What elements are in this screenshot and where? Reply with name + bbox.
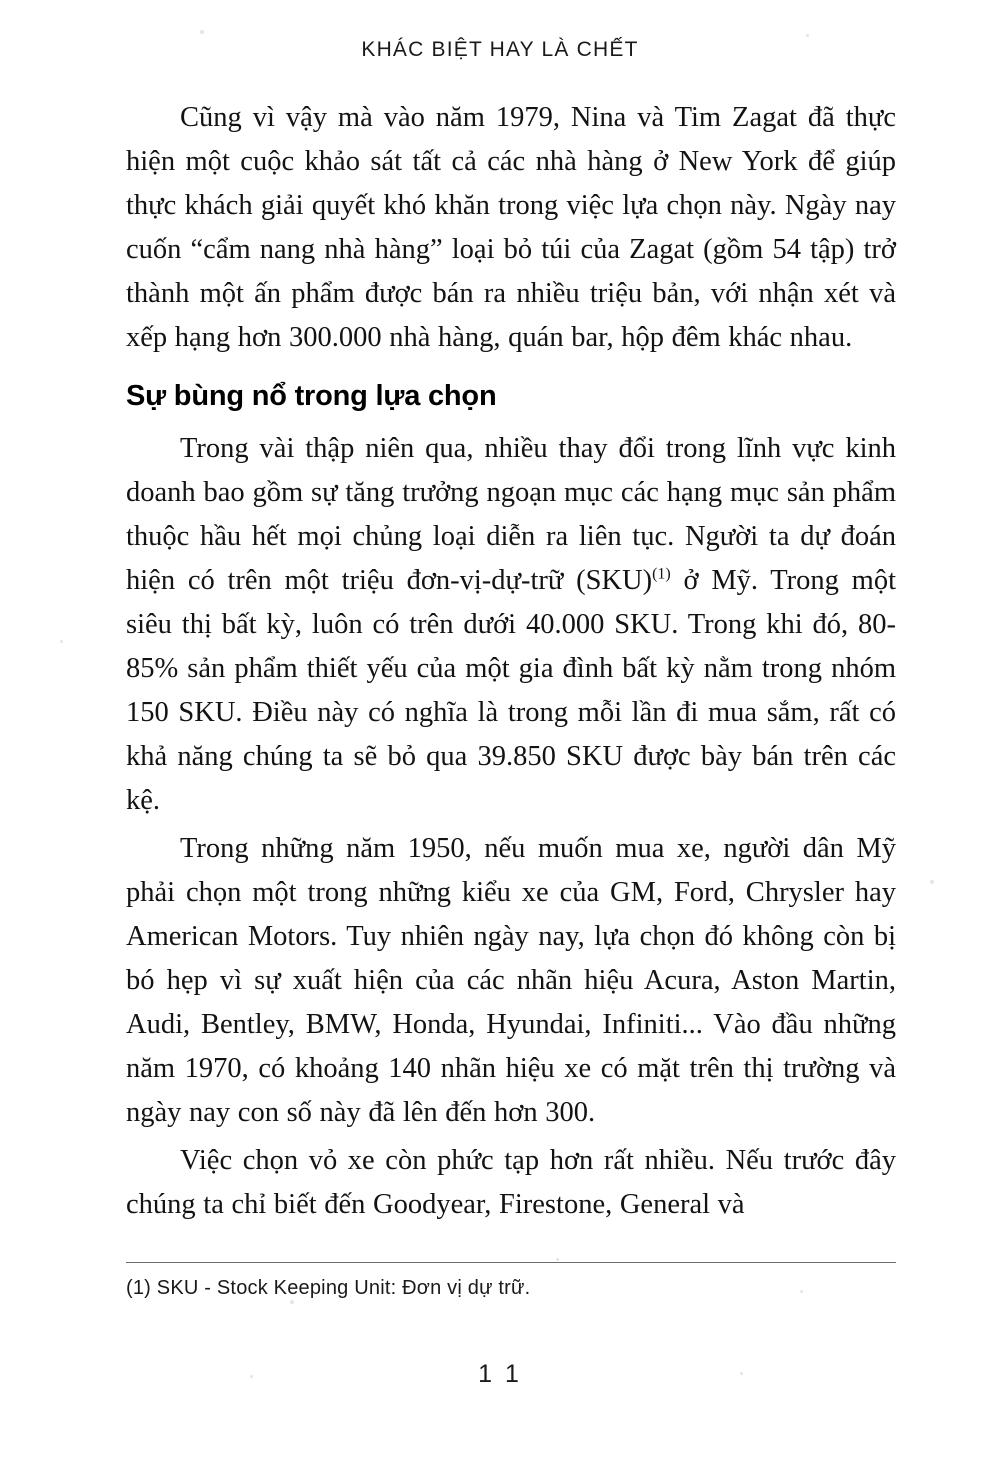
page-body [126,96,896,1231]
footnote-area [126,1262,896,1300]
section-heading: Sự bùng nổ trong lựa chọn [126,380,497,412]
footnote-text: (1) SKU - Stock Keeping Unit: Đơn vị dự trữ. [126,1277,531,1299]
paragraph-sku-part-1: Trong vài thập niên qua, nhiều thay đổi trong lĩnh vực kinh doanh bao gồm sự tăng trưởng ngoạn mục các hạng mục sản phẩm thuộc hầu hết mọi chủng loại diễn ra liên tục. Người ta dự đoán hiện có trên một triệu đơn-vị-dự-trữ (SKU) [126,433,896,596]
paper-speckle [290,1300,294,1304]
paragraph-sku-part-2: ở Mỹ. Trong một siêu thị bất kỳ, luôn có trên dưới 40.000 SKU. Trong khi đó, 80-85% sản phẩm thiết yếu của một gia đình bất kỳ nằm trong nhóm 150 SKU. Điều này có nghĩa là trong mỗi lần đi mua sắm, rất có khả năng chúng ta sẽ bỏ qua 39.850 SKU được bày bán trên các kệ. [126,565,896,816]
paper-speckle [806,34,809,37]
paragraph-zagat: Cũng vì vậy mà vào năm 1979, Nina và Tim Zagat đã thực hiện một cuộc khảo sát tất cả các nhà hàng ở New York để giúp thực khách giải quyết khó khăn trong việc lựa chọn này. Ngày nay cuốn “cẩm nang nhà hàng” loại bỏ túi của Zagat (gồm 54 tập) trở thành một ấn phẩm được bán ra nhiều triệu bản, với nhận xét và xếp hạng hơn 300.000 nhà hàng, quán bar, hộp đêm khác nhau. [126,102,896,353]
paper-speckle [60,640,63,643]
paper-speckle [200,30,204,34]
paragraph-sku [126,427,896,823]
paper-speckle [930,880,934,884]
paper-speckle [556,1258,559,1261]
page-number: 1 1 [478,1360,522,1388]
paragraph-tires: Việc chọn vỏ xe còn phức tạp hơn rất nhiều. Nếu trước đây chúng ta chỉ biết đến Goodyear, Firestone, General và [126,1145,896,1220]
paragraph-cars: Trong những năm 1950, nếu muốn mua xe, người dân Mỹ phải chọn một trong những kiểu xe của GM, Ford, Chrysler hay American Motors. Tuy nhiên ngày nay, lựa chọn đó không còn bị bó hẹp vì sự xuất hiện của các nhãn hiệu Acura, Aston Martin, Audi, Bentley, BMW, Honda, Hyundai, Infiniti... Vào đầu những năm 1970, có khoảng 140 nhãn hiệu xe có mặt trên thị trường và ngày nay con số này đã lên đến hơn 300. [126,833,896,1128]
footnote-reference[interactable]: (1) [652,565,671,583]
running-head: KHÁC BIỆT HAY LÀ CHẾT [361,38,639,61]
footnote-divider [126,1262,896,1263]
